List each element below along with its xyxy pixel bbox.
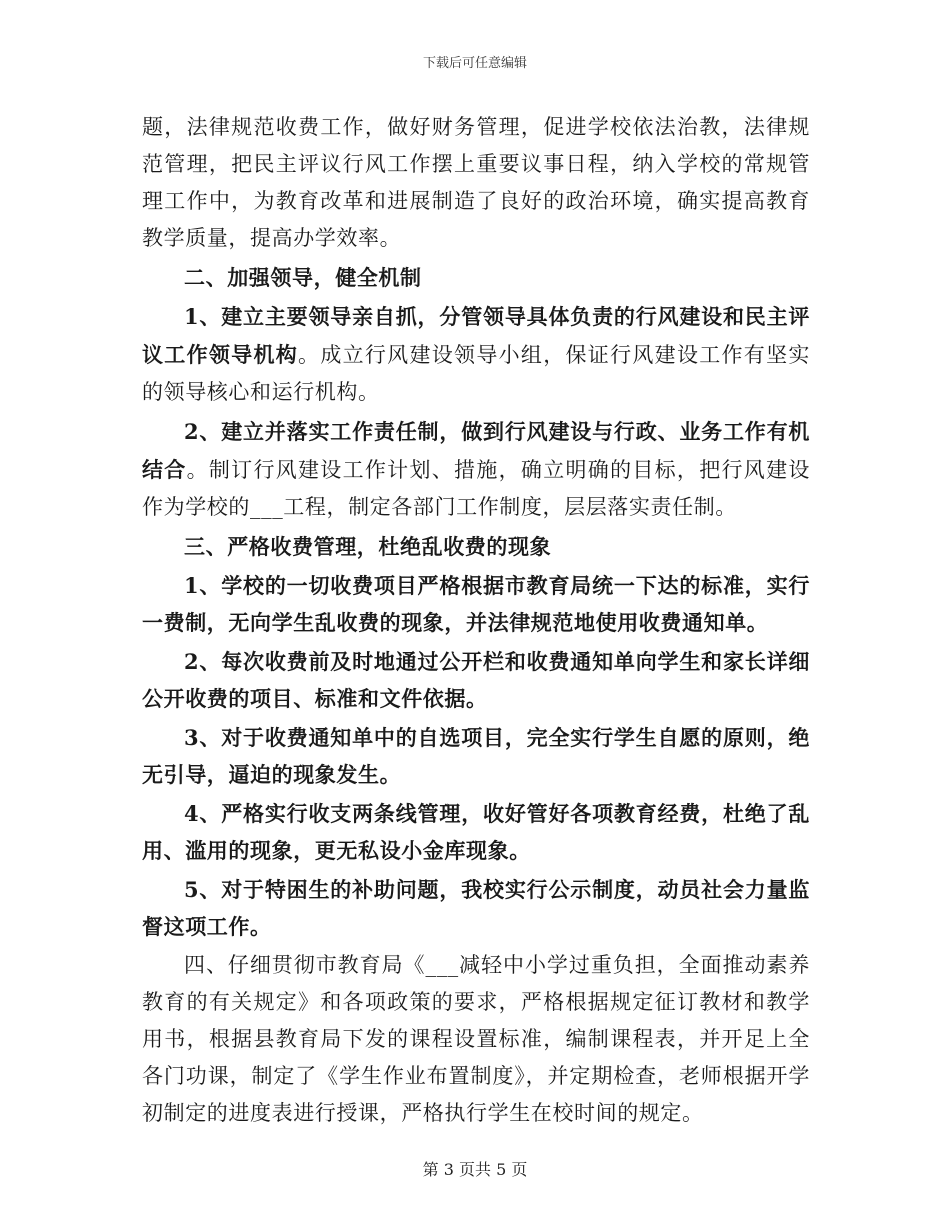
paragraph-2-2-lead: 2、建立并落实工作责任制，做到行风建设与行政、业务工作有机结合: [142, 419, 810, 482]
section-heading-3: 三、严格收费管理，杜绝乱收费的现象: [184, 534, 552, 559]
document-body: [142, 109, 810, 1132]
paragraph-2-2: [142, 413, 810, 526]
paragraph-3-4: 4、严格实行收支两条线管理，收好管好各项教育经费，杜绝了乱用、滥用的现象，更无私设小金库现象。: [142, 801, 810, 863]
paragraph-section-4: 四、仔细贯彻市教育局《___减轻中小学过重负担，全面推动素养教育的有关规定》和各项政策的要求，严格根据规定征订教材和教学用书，根据县教育局下发的课程设置标准，编制课程表，并开足上全各门功课，制定了《学生作业布置制度》，并定期检查，老师根据开学初制定的进度表进行授课，严格执行学生在校时间的规定。: [142, 953, 810, 1125]
page-header: 下载后可任意编辑: [422, 56, 527, 71]
page-number: 第 3 页共 5 页: [422, 1160, 528, 1179]
paragraph-3-5: 5、对于特困生的补助问题，我校实行公示制度，动员社会力量监督这项工作。: [142, 877, 810, 939]
paragraph-intro-continuation: 题，法律规范收费工作，做好财务管理，促进学校依法治教，法律规范管理，把民主评议行风工作摆上重要议事日程，纳入学校的常规管理工作中，为教育改革和进展制造了良好的政治环境，确实提高教育教学质量，提高办学效率。: [142, 115, 810, 250]
paragraph-2-1-lead: 1、建立主要领导亲自抓，分管领导具体负责的行风建设和民主评议工作领导机构: [142, 304, 810, 367]
paragraph-3-2: 2、每次收费前及时地通过公开栏和收费通知单向学生和家长详细公开收费的项目、标准和文件依据。: [142, 649, 810, 711]
paragraph-2-1-body: 。成立行风建设领导小组，保证行风建设工作有坚实的领导核心和运行机构。: [142, 343, 810, 404]
section-heading-2: 二、加强领导，健全机制: [184, 265, 422, 290]
paragraph-3-3: 3、对于收费通知单中的自选项目，完全实行学生自愿的原则，绝无引导，逼迫的现象发生。: [142, 725, 810, 787]
paragraph-3-1: 1、学校的一切收费项目严格根据市教育局统一下达的标准，实行一费制，无向学生乱收费的现象，并法律规范地使用收费通知单。: [142, 573, 810, 635]
paragraph-2-2-body: 。制订行风建设工作计划、措施，确立明确的目标，把行风建设作为学校的___工程，制定各部门工作制度，层层落实责任制。: [142, 458, 810, 519]
paragraph-2-1: [142, 298, 810, 411]
